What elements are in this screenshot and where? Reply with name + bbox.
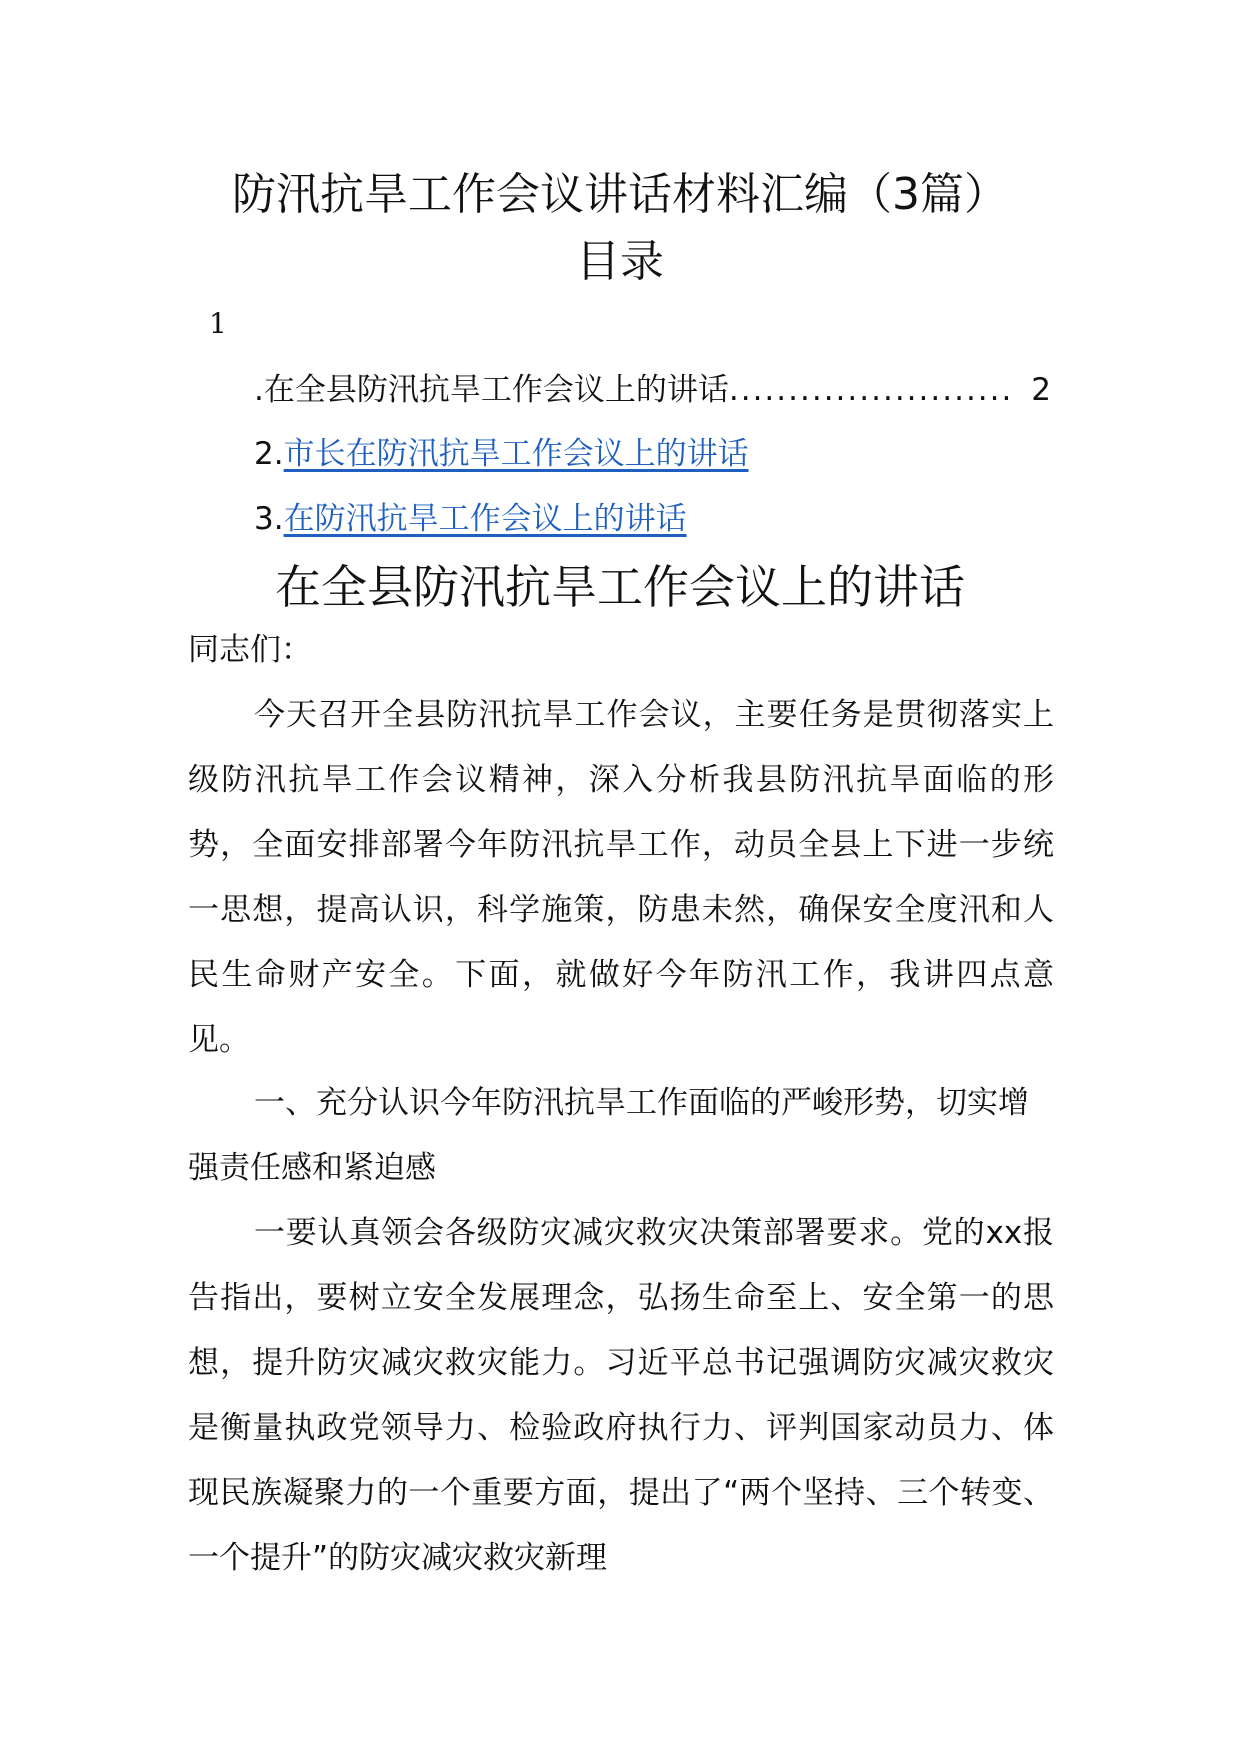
toc-entry-2 [254, 432, 749, 476]
paragraph-point-one: 一要认真领会各级防灾减灾救灾决策部署要求。党的xx报告指出，要树立安全发展理念，弘扬生命至上、安全第一的思想，提升防灾减灾救灾能力。习近平总书记强调防灾减灾救灾是衡量执政党领导力、检验政府执行力、评判国家动员力、体现民族凝聚力的一个重要方面，提出了“两个坚持、三个转变、一个提升”的防灾减灾救灾新理 [188, 1215, 1054, 1576]
toc-entry-3-prefix: 3. [254, 501, 284, 537]
toc-entry-1-page: 2 [1031, 372, 1051, 408]
toc-entry-3-link[interactable]: 在防汛抗旱工作会议上的讲话 [283, 501, 687, 537]
toc-heading: 目录 [576, 236, 664, 287]
paragraph-heading-one: 一、充分认识今年防汛抗旱工作面临的严峻形势，切实增强责任感和紧迫感 [188, 1085, 1029, 1186]
toc-number-top: 1 [209, 307, 227, 340]
toc-entry-2-link[interactable]: 市长在防汛抗旱工作会议上的讲话 [283, 436, 749, 472]
section-title: 在全县防汛抗旱工作会议上的讲话 [275, 560, 965, 614]
document-title: 防汛抗旱工作会议讲话材料汇编（3篇） [232, 169, 1008, 220]
toc-entry-1[interactable] [254, 368, 1051, 412]
toc-entry-1-label: 在全县防汛抗旱工作会议上的讲话 [263, 372, 729, 408]
salutation: 同志们： [188, 632, 312, 668]
toc-entry-2-prefix: 2. [254, 436, 284, 472]
toc-entry-1-prefix: . [254, 372, 264, 408]
toc-entry-3 [254, 497, 687, 541]
toc-entry-1-leader: ........................ [728, 372, 1014, 408]
paragraph-intro: 今天召开全县防汛抗旱工作会议，主要任务是贯彻落实上级防汛抗旱工作会议精神，深入分析我县防汛抗旱面临的形势，全面安排部署今年防汛抗旱工作，动员全县上下进一步统一思想，提高认识，科学施策，防患未然，确保安全度汛和人民生命财产安全。下面，就做好今年防汛工作，我讲四点意见。 [188, 697, 1054, 1058]
